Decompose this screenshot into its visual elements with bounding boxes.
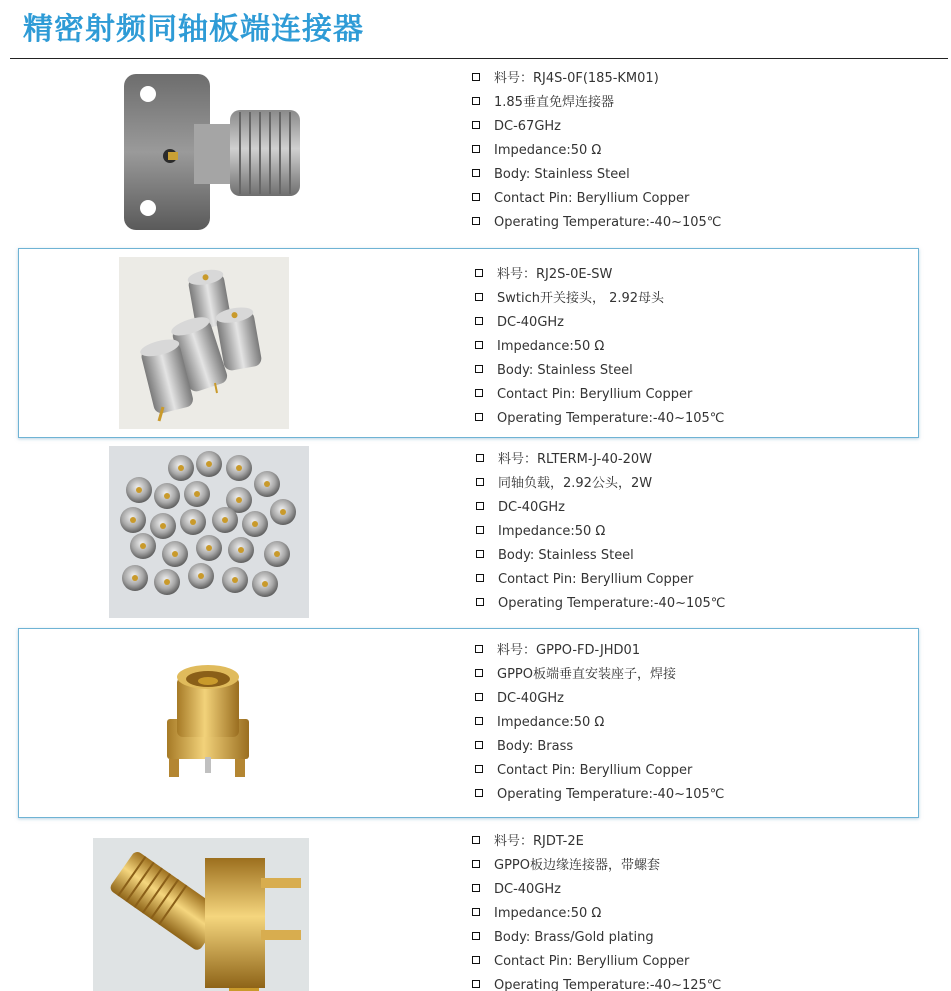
spec-item: GPPO板边缘连接器，带螺套 bbox=[472, 854, 721, 878]
spec-item: 料号：GPPO-FD-JHD01 bbox=[475, 639, 724, 663]
coaxial-load-array-photo bbox=[109, 446, 309, 618]
spec-item: Operating Temperature:-40~105℃ bbox=[476, 592, 725, 616]
spec-item: Body: Brass bbox=[475, 735, 724, 759]
square-bullet-icon bbox=[476, 454, 484, 462]
spec-item: Contact Pin: Beryllium Copper bbox=[472, 950, 721, 974]
product-card bbox=[18, 628, 919, 818]
square-bullet-icon bbox=[475, 413, 483, 421]
spec-list bbox=[475, 263, 724, 431]
square-bullet-icon bbox=[472, 956, 480, 964]
spec-item: Operating Temperature:-40~105℃ bbox=[475, 783, 724, 807]
square-bullet-icon bbox=[475, 317, 483, 325]
title-divider bbox=[10, 58, 948, 59]
square-bullet-icon bbox=[476, 526, 484, 534]
square-bullet-icon bbox=[475, 389, 483, 397]
gppo-edge-connector-photo bbox=[93, 838, 309, 991]
square-bullet-icon bbox=[472, 169, 480, 177]
product-card bbox=[18, 828, 919, 991]
square-bullet-icon bbox=[472, 836, 480, 844]
square-bullet-icon bbox=[472, 980, 480, 988]
spec-item: Impedance:50 Ω bbox=[472, 139, 721, 163]
square-bullet-icon bbox=[475, 741, 483, 749]
square-bullet-icon bbox=[475, 717, 483, 725]
spec-item: Body: Stainless Steel bbox=[472, 163, 721, 187]
spec-item: Body: Stainless Steel bbox=[475, 359, 724, 383]
spec-item: 1.85垂直免焊连接器 bbox=[472, 91, 721, 115]
square-bullet-icon bbox=[476, 550, 484, 558]
spec-item: 料号：RJDT-2E bbox=[472, 830, 721, 854]
spec-item: DC-40GHz bbox=[475, 687, 724, 711]
spec-item: DC-67GHz bbox=[472, 115, 721, 139]
square-bullet-icon bbox=[476, 598, 484, 606]
spec-item: Body: Brass/Gold plating bbox=[472, 926, 721, 950]
square-bullet-icon bbox=[475, 293, 483, 301]
spec-item: Operating Temperature:-40~105℃ bbox=[472, 211, 721, 235]
spec-item: Operating Temperature:-40~125℃ bbox=[472, 974, 721, 991]
spec-item: Contact Pin: Beryllium Copper bbox=[472, 187, 721, 211]
spec-item: Impedance:50 Ω bbox=[475, 711, 724, 735]
switch-connector-photo bbox=[119, 257, 289, 429]
spec-item: Swtich开关接头， 2.92母头 bbox=[475, 287, 724, 311]
square-bullet-icon bbox=[476, 574, 484, 582]
square-bullet-icon bbox=[472, 73, 480, 81]
spec-item: Impedance:50 Ω bbox=[475, 335, 724, 359]
spec-item: 料号：RJ2S-0E-SW bbox=[475, 263, 724, 287]
spec-item: 料号：RJ4S-0F(185-KM01) bbox=[472, 67, 721, 91]
spec-list bbox=[476, 448, 725, 616]
spec-item: Impedance:50 Ω bbox=[472, 902, 721, 926]
spec-item: DC-40GHz bbox=[476, 496, 725, 520]
gppo-vertical-socket-photo bbox=[159, 659, 259, 785]
spec-list bbox=[472, 830, 721, 991]
product-card bbox=[18, 64, 919, 242]
spec-item: Operating Temperature:-40~105℃ bbox=[475, 407, 724, 431]
square-bullet-icon bbox=[475, 645, 483, 653]
square-bullet-icon bbox=[472, 908, 480, 916]
spec-item: Contact Pin: Beryllium Copper bbox=[475, 383, 724, 407]
spec-item: Body: Stainless Steel bbox=[476, 544, 725, 568]
square-bullet-icon bbox=[472, 884, 480, 892]
square-bullet-icon bbox=[472, 193, 480, 201]
spec-item: Impedance:50 Ω bbox=[476, 520, 725, 544]
spec-list bbox=[472, 67, 721, 235]
square-bullet-icon bbox=[475, 789, 483, 797]
square-bullet-icon bbox=[472, 217, 480, 225]
square-bullet-icon bbox=[475, 365, 483, 373]
square-bullet-icon bbox=[475, 693, 483, 701]
page-title: 精密射频同轴板端连接器 bbox=[23, 12, 364, 47]
spec-item: GPPO板端垂直安装座子，焊接 bbox=[475, 663, 724, 687]
square-bullet-icon bbox=[476, 478, 484, 486]
square-bullet-icon bbox=[475, 669, 483, 677]
spec-item: Contact Pin: Beryllium Copper bbox=[476, 568, 725, 592]
flange-mount-connector-photo bbox=[118, 70, 308, 234]
spec-item: Contact Pin: Beryllium Copper bbox=[475, 759, 724, 783]
square-bullet-icon bbox=[476, 502, 484, 510]
square-bullet-icon bbox=[472, 97, 480, 105]
product-card bbox=[18, 248, 919, 438]
square-bullet-icon bbox=[475, 341, 483, 349]
square-bullet-icon bbox=[475, 765, 483, 773]
spec-item: DC-40GHz bbox=[472, 878, 721, 902]
square-bullet-icon bbox=[472, 145, 480, 153]
spec-item: 料号：RLTERM-J-40-20W bbox=[476, 448, 725, 472]
spec-list bbox=[475, 639, 724, 807]
square-bullet-icon bbox=[472, 860, 480, 868]
square-bullet-icon bbox=[472, 121, 480, 129]
product-card bbox=[18, 442, 919, 622]
square-bullet-icon bbox=[475, 269, 483, 277]
square-bullet-icon bbox=[472, 932, 480, 940]
spec-item: 同轴负载，2.92公头，2W bbox=[476, 472, 725, 496]
spec-item: DC-40GHz bbox=[475, 311, 724, 335]
